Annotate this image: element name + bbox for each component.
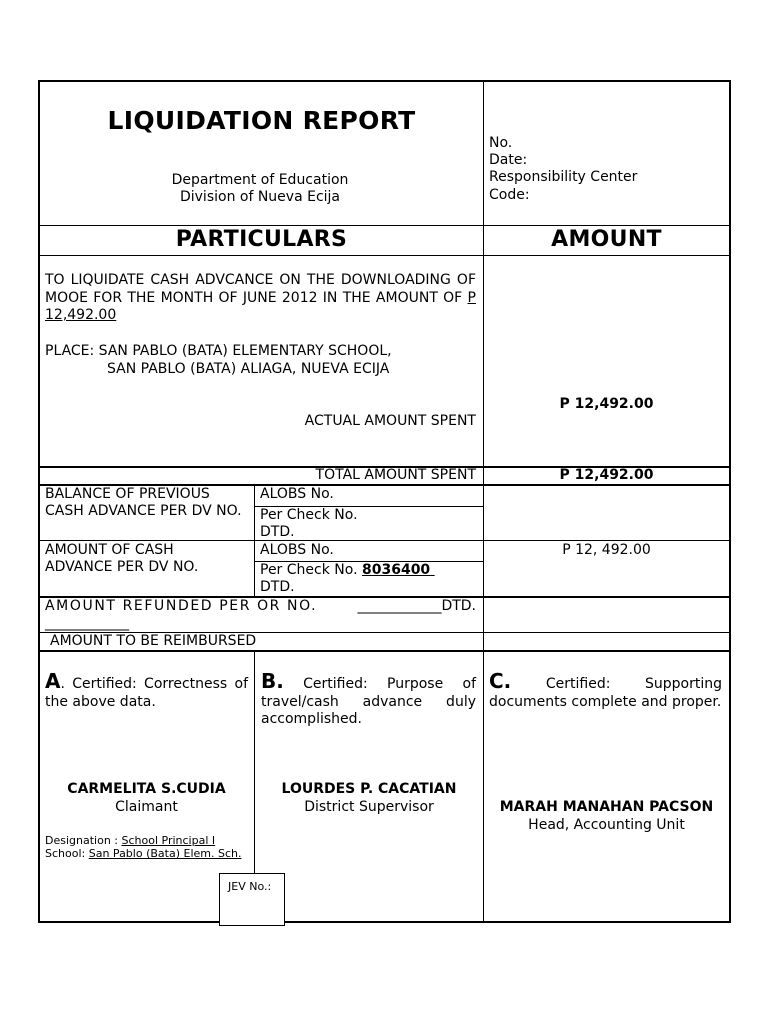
division-name: Division of Nueva Ecija <box>179 189 341 205</box>
cert-c-name: MARAH MANAHAN PACSON <box>499 799 714 815</box>
cert-a-body: . Certified: Correctness of the above data. <box>45 676 248 710</box>
cert-a-text <box>45 669 248 711</box>
school-value: San Pablo (Bata) Elem. Sch. <box>88 847 242 860</box>
cert-b-letter: B. <box>261 669 284 693</box>
cert-a-school <box>45 847 241 861</box>
refund-dtd-label: DTD. <box>441 598 476 614</box>
cash-advance-value: P 12, 492.00 <box>562 542 651 558</box>
refund-blank-2: ____________ <box>45 615 129 631</box>
actual-amount-value: P 12,492.00 <box>559 396 654 412</box>
divider-cert-top <box>38 650 731 652</box>
balance-previous-label: BALANCE OF PREVIOUS CASH ADVANCE PER DV NO. <box>45 486 242 519</box>
jev-box <box>219 873 285 926</box>
balance-check-label: Per Check No. <box>260 507 358 523</box>
balance-dtd-label: DTD. <box>260 524 295 540</box>
cert-a-designation <box>45 834 215 848</box>
amount-header: AMOUNT <box>551 227 662 252</box>
purpose-text <box>45 272 476 325</box>
school-label: School: <box>45 847 86 860</box>
cert-c-letter: C. <box>489 669 512 693</box>
divider-main-vertical <box>483 80 484 923</box>
date-label: Date: <box>489 152 528 168</box>
balance-alobs-label: ALOBS No. <box>260 486 334 502</box>
report-title: LIQUIDATION REPORT <box>107 106 416 135</box>
divider-columns <box>38 255 731 256</box>
code-label: Code: <box>489 187 530 203</box>
cash-advance-check-line <box>260 562 435 579</box>
purpose-text-body: TO LIQUIDATE CASH ADVCANCE ON THE DOWNLOADING OF MOOE FOR THE MONTH OF JUNE 2012 IN THE AMOUNT OF <box>45 272 476 306</box>
cert-b-role: District Supervisor <box>304 799 434 815</box>
divider-header <box>38 225 731 226</box>
outer-border-top <box>38 80 731 82</box>
refund-blank: ____________ <box>357 598 442 614</box>
purpose-amount: P 12,492.00 <box>45 289 476 323</box>
outer-border-right <box>729 80 731 923</box>
cert-c-text <box>489 669 722 711</box>
refund-line <box>45 598 476 615</box>
refund-label: AMOUNT REFUNDED PER OR NO. <box>45 598 318 614</box>
jev-label: JEV No.: <box>228 880 272 893</box>
cash-advance-dtd-label: DTD. <box>260 579 295 595</box>
cert-b-text <box>261 669 477 729</box>
designation-value: School Principal I <box>121 834 216 847</box>
cert-a-role: Claimant <box>115 799 178 815</box>
cert-c-role: Head, Accounting Unit <box>528 817 685 833</box>
particulars-header: PARTICULARS <box>175 227 348 252</box>
refund-tail <box>357 598 476 615</box>
total-amount-label: TOTAL AMOUNT SPENT <box>315 467 476 483</box>
actual-amount-label: ACTUAL AMOUNT SPENT <box>304 413 476 429</box>
cash-advance-check-label: Per Check No. <box>260 562 358 578</box>
cert-b-name: LOURDES P. CACATIAN <box>281 781 457 797</box>
department-name: Department of Education <box>171 172 349 188</box>
cash-advance-label: AMOUNT OF CASH ADVANCE PER DV NO. <box>45 542 199 575</box>
no-label: No. <box>489 135 513 151</box>
cert-a-name: CARMELITA S.CUDIA <box>67 781 226 797</box>
place-line-2: SAN PABLO (BATA) ALIAGA, NUEVA ECIJA <box>107 361 390 377</box>
cert-c-body: Certified: Supporting documents complete and proper. <box>489 676 722 710</box>
outer-border-bottom <box>38 921 731 923</box>
designation-label: Designation : <box>45 834 118 847</box>
cert-a-letter: A <box>45 669 61 693</box>
divider-sub-vertical <box>254 484 255 597</box>
cert-b-body: Certified: Purpose of travel/cash advance duly accomplished. <box>261 676 477 727</box>
cash-advance-check-no: 8036400 <box>361 562 431 578</box>
reimbursed-label: AMOUNT TO BE REIMBURSED <box>50 633 257 649</box>
total-amount-value: P 12,492.00 <box>559 467 654 483</box>
responsibility-center-label: Responsibility Center <box>489 169 638 185</box>
place-line-1: PLACE: SAN PABLO (BATA) ELEMENTARY SCHOOL, <box>45 343 392 359</box>
cash-advance-alobs-label: ALOBS No. <box>260 542 334 558</box>
divider-cash-advance <box>38 540 731 541</box>
